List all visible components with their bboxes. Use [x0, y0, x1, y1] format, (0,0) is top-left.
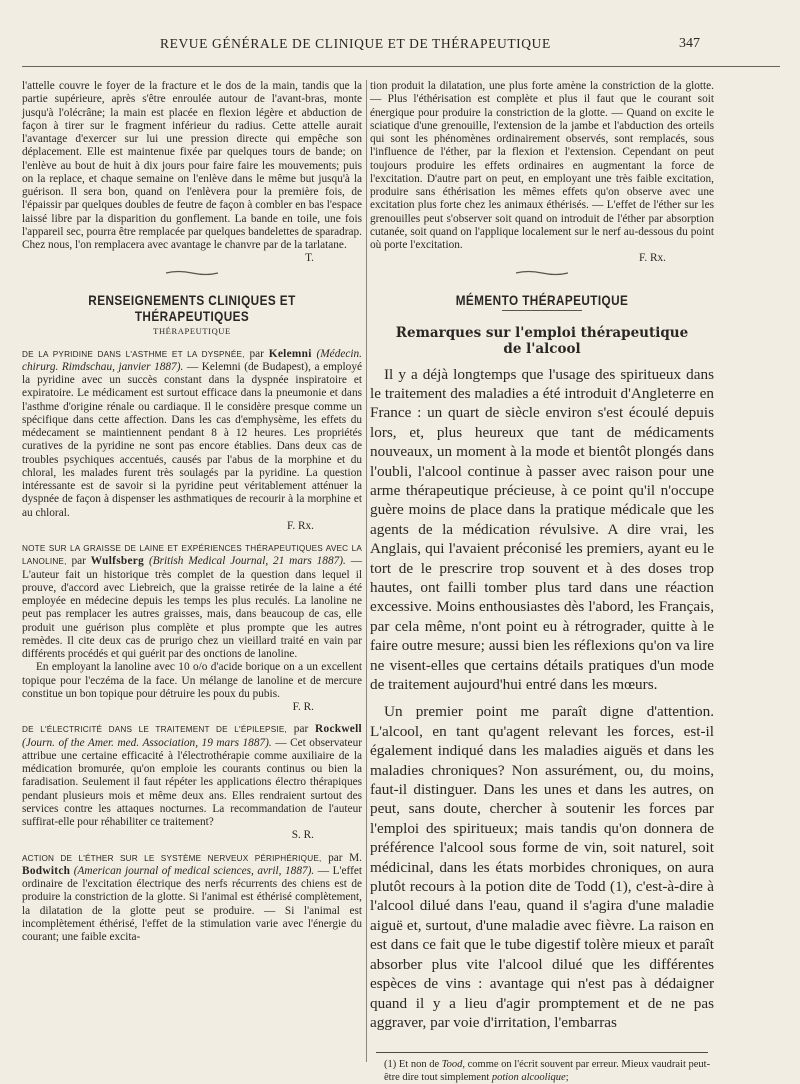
right-column: [370, 80, 714, 1084]
article-par: par: [66, 555, 91, 568]
section-title: RENSEIGNEMENTS CLINIQUES ET THÉRAPEUTIQUES: [88, 291, 296, 324]
article-author: Rockwell: [315, 723, 362, 736]
left-column: [22, 80, 362, 944]
article-body-continued: En employant la lanoline avec 10 o/o d'acide borique on a un excellent topique pour l'eczéma de la face. Un mélange de lanoline et de mercure constitue un bon topique pour détruire les poux du pubis.: [22, 661, 362, 700]
footnote-name: Tood: [441, 1059, 463, 1071]
article-source: (Journ. of the Amer. med. Association, 19 mars 1887).: [22, 736, 272, 749]
article-title: [370, 325, 714, 357]
article-title-line: de l'alcool: [503, 340, 581, 357]
column-divider: [366, 80, 367, 1062]
title-rule: [502, 310, 582, 311]
article-source: (British Medical Journal, 21 mars 1887).: [144, 555, 346, 568]
footnote-text: (1) Et non de: [384, 1059, 442, 1071]
article-par: par: [286, 723, 316, 736]
section-ornament: [164, 270, 220, 276]
continuation-paragraph: tion produit la dilatation, une plus forte amène la constriction de la glotte. — Plus l'éthérisation est complète et plus il faut que le courant soit énergique pour produire la constriction de la glotte. — Quand on excite le sciatique d'une grenouille, l'extension de la jambe et l'abduction des orteils qui sont les phénomènes ordinairement observés, sont remplacés, sous l'influence de l'éther, par la flexion et l'extension. Cependant on peut toujours produire les effets ordinaires en augmentant la force de l'excitation. D'autre part on peut, en employant une très faible excitation, produire sans éthérisation les mêmes effets qu'on observe avec une excitation plus forte chez les animaux éthérisés. — L'effet de l'éther sur les grenouilles peut s'observer soit quand on introduit de l'éther par absorption cutanée, soit quand on l'applique localement sur le nerf au-dessous du point où porte l'excitation.: [370, 80, 714, 251]
article-author: Kelemni: [268, 347, 312, 360]
article-author: Wulfsberg: [90, 555, 145, 568]
footnote: [370, 1059, 714, 1084]
article-title-line: Remarques sur l'emploi thérapeutique: [395, 324, 689, 341]
section-subtitle: THÉRAPEUTIQUE: [153, 325, 231, 336]
body-paragraph: Un premier point me paraît digne d'attention. L'alcool, en tant qu'agent relevant les forces, est-il également indiqué dans les maladies aiguës et dans les maladies chroniques? Non assurément, ou, du moins, faut-il distinguer. Dans les unes et dans les autres, on peut, sans doute, chercher à soutenir les forces par l'emploi des spiritueux; mais tandis qu'on donnera de préférence l'alcool sous forme de vin, soit naturel, soit médicinal, dans les états morbides chroniques, on aura plutôt recours à la potion dite de Todd (1), c'est-à-dire à l'alcool dilué dans l'eau, quand il s'agira d'une maladie aiguë et, surtout, d'une maladie avec fièvre. La raison en est dans ce fait que le tube digestif tolère mieux et paraît absorber plus vite l'alcool dilué que les différentes espèces de vins : avantage qui n'est pas à dédaigner quand il y a lieu d'agir promptement et de ne pas aggraver, par voie d'irritation, l'embarras: [370, 703, 714, 1031]
article-lanoline: [22, 542, 362, 661]
body-paragraph: Il y a déjà longtemps que l'usage des spiritueux dans le traitement des maladies a été introduit d'Angleterre en France : un quart de siècle environ s'est écoulé depuis lors, et, plus heureux que tant de médicaments nouveaux, un moment à la mode et bientôt plongés dans l'oubli, l'alcool continue à passer avec raison pour une arme thérapeutique précieuse, à ce point qu'il n'occupe guère moins de place dans la pratique médicale que les agents de la médication révulsive. A dire vrai, les Anglais, qui l'avaient préconisé les premiers, ayant eu le tort de le prescrire trop souvent et à des doses trop hautes, ont failli tomber plus tard dans une réaction excessive. Moins enthousiastes dès l'abord, les Français, par cela même, n'ont point eu à rétrograder, quitte à le faire outre mesure; aussi bien les réflexions qu'on va lire ne visent-elles que certains détails pratiques d'un mode de traitement aujourd'hui entré dans les mœurs.: [370, 365, 714, 693]
article-body: — Kelemni (de Budapest), a employé la pyridine avec un succès constant dans la dyspnée inspiratoire et expiratoire. Le médicament est surtout efficace dans la pneumonie et dans l'asthme d'origine rénale ou cardiaque. Il le considère presque comme un spécifique dans cette affection. Dans les cas d'emphysème, les effets du médecament se maintiennent pendant 8 à 12 heures. Les propriétés curatives de la pyridine ne sont pas encore établies. Dans deux cas de troubles psychiques accentués, causés par l'abus de la morphine et du chloral, les malades furent très soulagés par la pyridine. La question intéressante est de savoir si la pyridine peut véritablement atténuer la dyspnée de façon à dispenser les asthmatiques de recourir à la morphine et au chloral.: [22, 360, 362, 519]
article-heading: ACTION DE L'ÉTHER SUR LE SYSTÈME NERVEUX PÉRIPHÉRIQUE,: [22, 853, 322, 863]
header-rule: [22, 66, 780, 67]
section-ornament: [514, 270, 570, 276]
article-signature: S. R.: [291, 829, 314, 842]
article-par: par: [244, 347, 269, 360]
article-signature: F. R.: [292, 701, 314, 713]
article-heading: NOTE SUR LA GRAISSE DE LAINE ET EXPÉRIENCES THÉRAPEUTIQUES AVEC LA LANOLINE,: [22, 544, 362, 567]
article-body: — Cet observateur attribue une certaine efficacité à l'électrothérapie comme auxiliaire de la médication bromurée, qu'on emploie les courants continus ou bien la faradisation. Seulement il faut répéter les applications électro thérapiques pendant plusieurs mois et même deux ans. Elles rendraient surtout des services contre les attaques nocturnes. La recommandation de l'auteur suffirat-elle pour réhabiliter ce traitement?: [22, 736, 362, 828]
article-ether: [22, 852, 362, 945]
section-title: MÉMENTO THÉRAPEUTIQUE: [455, 291, 629, 308]
footnote-term: potion alcoolique: [491, 1071, 566, 1083]
article-body: — L'auteur fait un historique très complet de la question dans lequel il prouve, d'accord avec Liebreich, que la graisse retirée de la laine a été employée en médecine depuis les temps les plus reculés. La lanoline ne peut pas remplacer les autres graisses, mais, dans beaucoup de cas, elle produit une guérison plus complète et plus prompte que les autres remèdes. Il cite deux cas de prurigo chez un vieillard traité en vain par différents procédés et qui guérit par des onctions de lanoline.: [22, 555, 362, 660]
article-par: par M.: [321, 851, 362, 864]
journal-title: REVUE GÉNÉRALE DE CLINIQUE ET DE THÉRAPEUTIQUE: [160, 36, 551, 51]
article-source: (Médecin. chirurg. Rimdschau, janvier 1887).: [22, 347, 362, 373]
footnote-text: ;: [565, 1071, 569, 1083]
footnote-text: , comme on l'écrit souvent par erreur. Mieux vaudrait peut-être dire tout simplement: [384, 1059, 711, 1083]
article-heading: DE L'ÉLECTRICITÉ DANS LE TRAITEMENT DE L'ÉPILEPSIE,: [22, 725, 287, 735]
footnote-rule: [376, 1052, 708, 1053]
article-electricite: [22, 723, 362, 829]
article-source: (American journal of medical sciences, avril, 1887).: [70, 864, 315, 877]
page-number: 347: [679, 36, 700, 51]
continuation-signature: F. Rx.: [638, 252, 666, 265]
article-body: — L'effet ordinaire de l'excitation électrique des nerfs récurrents des chiens est de produire la constriction de la glotte. Si l'animal est éthérisé complètement, la dilatation de la glotte peut se produire. — Si l'animal est incomplètement éthérisé, l'effet de la stimulation varie avec l'énergie du courant; une faible excita-: [22, 864, 362, 943]
article-heading: DE LA PYRIDINE DANS L'ASTHME ET LA DYSPNÉE,: [22, 349, 245, 359]
article-author: Bodwitch: [22, 864, 71, 877]
continuation-paragraph: l'attelle couvre le foyer de la fracture et le dos de la main, tandis que la partie supérieure, après s'être enroulée autour de l'avant-bras, monte jusqu'à l'olécrâne; la main est placée en flexion légère et abduction de façon à tirer sur le fragment inférieur du radius. Cette attelle aurait l'avantage d'exercer sur lui une pression directe qui empêche son déplacement. Elle est maintenue fixée par quelques tours de bande; on l'enlève au bout de huit à dix jours pour faire faire les mouvements; puis on la replace, et chaque semaine on l'enlève dans le même but jusqu'à la guérison. Il sera bon, quand on l'enlèvera pour la première fois, de l'épaissir par quelques doubles de feutre de façon à combler en bas l'espace laissé libre par la disparition du gonflement. La bande en toile, une fois l'appareil sec, pourra être remplacée par quelques bandelettes de sparadrap. Chez nous, l'on remplacera avec avantage le chanvre par de la tarlatane.: [22, 80, 362, 251]
continuation-signature: T.: [305, 252, 314, 265]
article-pyridine: [22, 348, 362, 520]
article-signature: F. Rx.: [286, 519, 314, 532]
running-head: [0, 36, 800, 58]
